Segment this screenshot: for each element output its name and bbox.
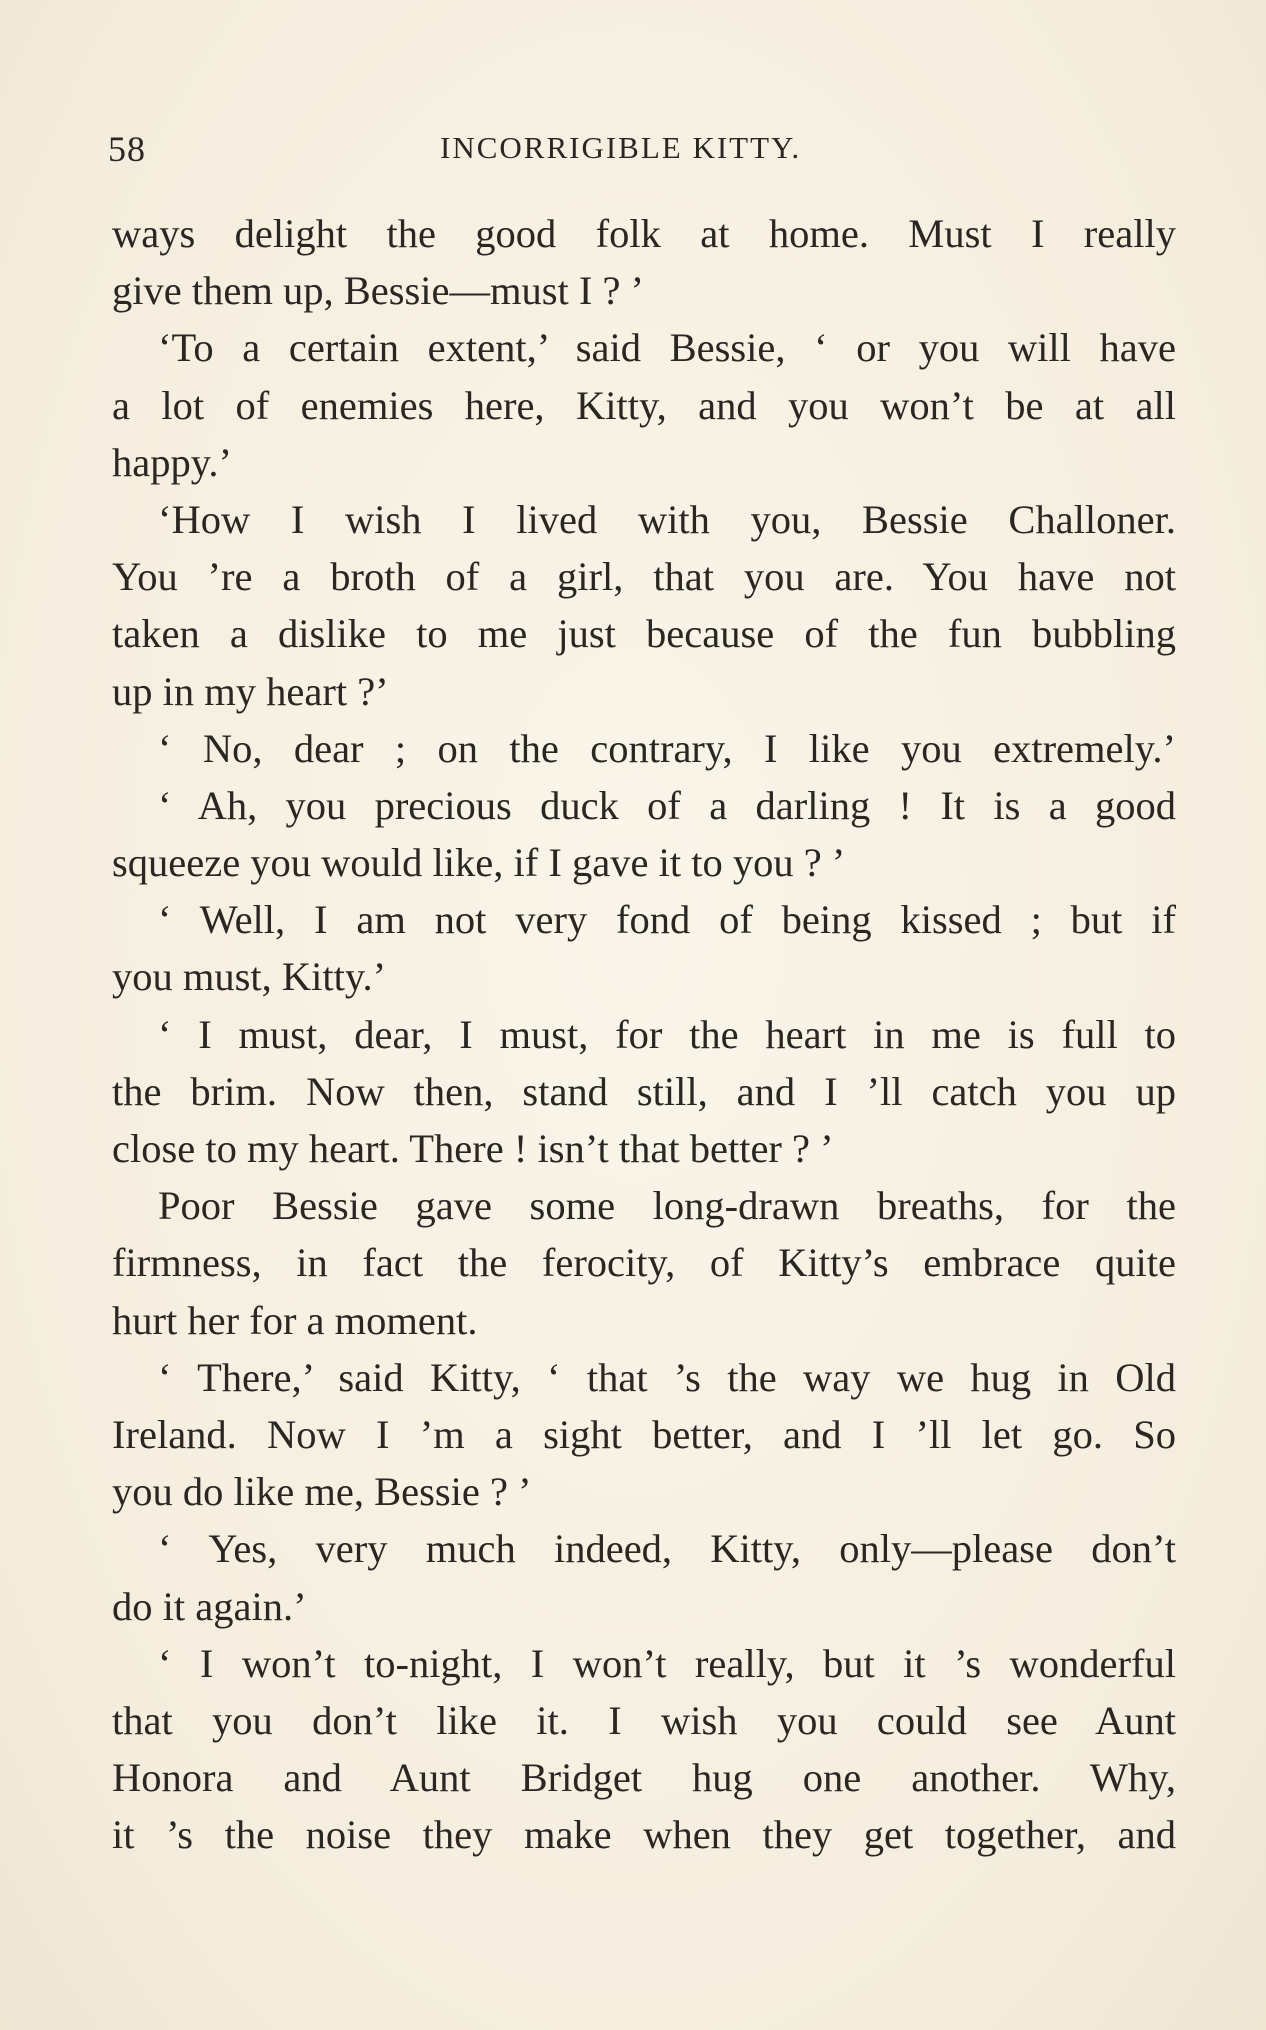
running-title: INCORRIGIBLE KITTY. [440, 130, 802, 165]
text-line: hurt her for a moment. [112, 1297, 478, 1343]
text-line: Honora and Aunt Bridget hug one another. Why, [112, 1755, 1176, 1801]
text-line: happy.’ [112, 439, 232, 485]
text-line: the brim. Now then, stand still, and I ’ll catch you up [112, 1068, 1176, 1114]
text-line: give them up, Bessie—must I ? ’ [112, 268, 645, 314]
text-line: ‘ Ah, you precious duck of a darling ! It is a good [158, 782, 1176, 828]
text-line: Ireland. Now I ’m a sight better, and I ’ll let go. So [112, 1411, 1176, 1457]
text-line: Poor Bessie gave some long-drawn breaths, for the [158, 1183, 1176, 1229]
text-line: a lot of enemies here, Kitty, and you won’t be at all [112, 382, 1176, 428]
text-line: ‘ I must, dear, I must, for the heart in me is full to [158, 1011, 1176, 1057]
text-line: ‘How I wish I lived with you, Bessie Challoner. [158, 496, 1176, 542]
running-head [108, 128, 1180, 178]
text-line: it ’s the noise they make when they get together, and [112, 1812, 1176, 1858]
body-text [112, 205, 1176, 1863]
text-line: you do like me, Bessie ? ’ [112, 1469, 532, 1515]
text-line: ‘ I won’t to-night, I won’t really, but it ’s wonderful [158, 1640, 1176, 1686]
text-line: squeeze you would like, if I gave it to you ? ’ [112, 840, 846, 886]
text-line: firmness, in fact the ferocity, of Kitty’s embrace quite [112, 1240, 1176, 1286]
text-line: that you don’t like it. I wish you could see Aunt [112, 1697, 1176, 1743]
text-line: You ’re a broth of a girl, that you are. You have not [112, 554, 1176, 600]
text-line: do it again.’ [112, 1583, 307, 1629]
page-number: 58 [108, 129, 146, 169]
text-line: taken a dislike to me just because of the fun bubbling [112, 611, 1176, 657]
text-line: close to my heart. There ! isn’t that better ? ’ [112, 1126, 834, 1171]
text-line: ‘ There,’ said Kitty, ‘ that ’s the way we hug in Old [158, 1354, 1176, 1400]
text-line: ‘ No, dear ; on the contrary, I like you extremely.’ [158, 725, 1176, 771]
text-line: ‘ Well, I am not very fond of being kissed ; but if [158, 897, 1176, 943]
text-line: up in my heart ?’ [112, 668, 389, 714]
text-line: ‘To a certain extent,’ said Bessie, ‘ or you will have [158, 325, 1176, 371]
text-line: you must, Kitty.’ [112, 954, 387, 1000]
text-line: ‘ Yes, very much indeed, Kitty, only—please don’t [158, 1526, 1176, 1572]
text-line: ways delight the good folk at home. Must I really [112, 211, 1176, 256]
